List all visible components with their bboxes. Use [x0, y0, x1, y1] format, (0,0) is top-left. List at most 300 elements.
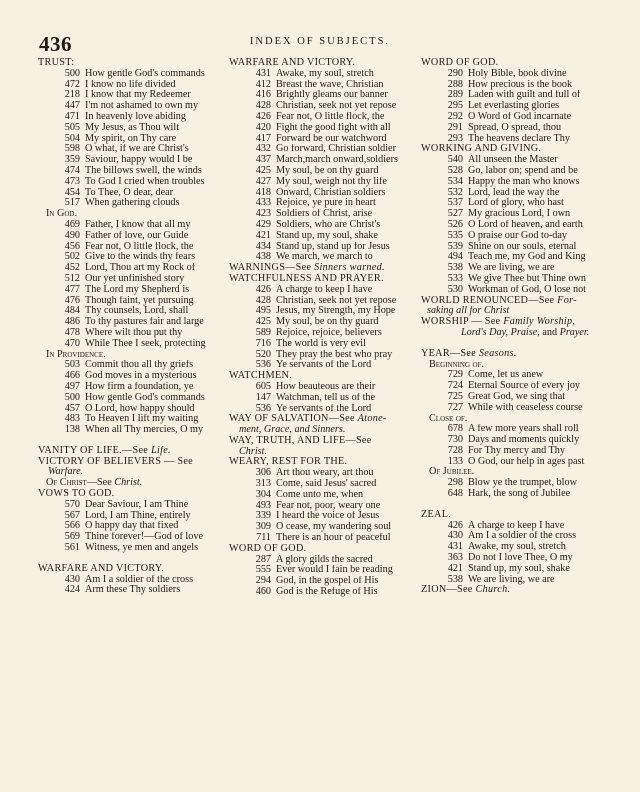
ref-continuation: [421, 328, 611, 339]
hymn-number: 477: [64, 284, 80, 295]
hymn-entry: [229, 404, 415, 415]
hymn-number: 292: [447, 111, 463, 122]
hymn-first-line: Stand up, stand up for Jesus: [276, 241, 390, 252]
hymn-entry: [229, 522, 415, 533]
hymn-entry: [229, 112, 415, 123]
hymn-entry: [38, 414, 224, 425]
hymn-first-line: How firm a foundation, ye: [85, 381, 194, 392]
hymn-entry: [421, 381, 611, 392]
hymn-entry: [421, 392, 611, 403]
hymn-entry: [38, 274, 224, 285]
hymn-first-line: We give Thee but Thine own: [468, 273, 586, 284]
hymn-first-line: O happy day that fixed: [85, 521, 179, 532]
hymn-entry: [38, 360, 224, 371]
hymn-entry: [38, 231, 224, 242]
hymn-first-line: Ye servants of the Lord: [276, 403, 372, 414]
hymn-number: 729: [447, 370, 463, 381]
hymn-entry: [421, 112, 611, 123]
ref-heading: WORLD RENOUNCED: [421, 295, 529, 306]
hymn-first-line: Brightly gleams our banner: [276, 90, 388, 101]
hymn-first-line: O what, if we are Christ's: [85, 144, 189, 155]
hymn-number: 460: [255, 587, 271, 598]
hymn-number: 527: [447, 209, 463, 220]
hymn-number: 304: [255, 489, 271, 500]
hymn-entry: [421, 242, 611, 253]
hymn-first-line: Stand up, my soul, shake: [276, 230, 378, 241]
hymn-number: 147: [255, 392, 271, 403]
hymn-number: 497: [64, 381, 80, 392]
hymn-first-line: Teach me, my God and King: [468, 252, 586, 263]
ref-heading: WARNINGS: [229, 263, 286, 274]
hymn-entry: [38, 306, 224, 317]
hymn-first-line: The Lord my Shepherd is: [85, 284, 190, 295]
hymn-entry: [229, 328, 415, 339]
hymn-entry: [38, 188, 224, 199]
hymn-first-line: Arm these Thy soldiers: [85, 585, 181, 596]
hymn-first-line: Awake, my soul, stretch: [276, 68, 374, 79]
hymn-entry: [38, 500, 224, 511]
ref-target[interactable]: Atone-: [357, 414, 387, 425]
hymn-entry: [421, 101, 611, 112]
hymn-number: 589: [255, 327, 271, 338]
cross-reference: [229, 436, 415, 447]
hymn-first-line: My gracious Lord, I own: [468, 209, 571, 220]
hymn-first-line: How beauteous are their: [276, 381, 376, 392]
subtopic-heading: In Providence.: [46, 349, 106, 360]
hymn-first-line: Lord, lead the way the: [468, 187, 560, 198]
hymn-first-line: Stand up, my soul, shake: [468, 563, 570, 574]
hymn-entry: [38, 144, 224, 155]
hymn-entry: [421, 489, 611, 500]
spacer: [38, 436, 224, 446]
hymn-entry: [229, 134, 415, 145]
hymn-number: 486: [64, 317, 80, 328]
hymn-number: 536: [255, 360, 271, 371]
hymn-entry: [421, 155, 611, 166]
hymn-number: 533: [447, 273, 463, 284]
hymn-entry: [229, 231, 415, 242]
subtopic-heading: Beginning of.: [429, 359, 485, 370]
hymn-first-line: Commit thou all thy griefs: [85, 360, 194, 371]
hymn-number: 416: [255, 90, 271, 101]
hymn-entry: [421, 575, 611, 586]
hymn-number: 425: [255, 317, 271, 328]
hymn-entry: [229, 468, 415, 479]
hymn-entry: [38, 532, 224, 543]
hymn-number: 295: [447, 101, 463, 112]
ref-and: and: [539, 327, 560, 338]
hymn-first-line: Christian, seek not yet repose: [276, 295, 397, 306]
hymn-number: 428: [255, 101, 271, 112]
cross-reference: [229, 414, 415, 425]
hymn-number: 716: [255, 338, 271, 349]
hymn-number: 725: [447, 391, 463, 402]
hymn-number: 359: [64, 155, 80, 166]
hymn-entry: [38, 155, 224, 166]
hymn-number: 466: [64, 371, 80, 382]
hymn-number: 469: [64, 219, 80, 230]
hymn-first-line: How precious is the book: [468, 79, 573, 90]
hymn-number: 434: [255, 241, 271, 252]
hymn-first-line: To Heaven I lift my waiting: [85, 414, 199, 425]
subject-heading: WORD OF GOD.: [421, 58, 499, 68]
hymn-entry: [421, 220, 611, 231]
hymn-entry: [38, 80, 224, 91]
ref-see: —See: [122, 445, 151, 456]
hymn-number: 433: [255, 198, 271, 209]
ref-target[interactable]: Christ.: [114, 478, 143, 489]
hymn-number: 504: [64, 133, 80, 144]
ref-target[interactable]: Family Worship,: [503, 317, 576, 328]
hymn-first-line: A glory gilds the sacred: [276, 554, 373, 565]
hymn-first-line: Art thou weary, art thou: [276, 468, 374, 479]
hymn-entry: [229, 479, 415, 490]
hymn-first-line: Give to the winds thy fears: [85, 252, 196, 263]
ref-continuation: [38, 467, 224, 478]
hymn-entry: [38, 425, 224, 436]
hymn-entry: [421, 252, 611, 263]
hymn-number: 306: [255, 468, 271, 479]
hymn-entry: [421, 553, 611, 564]
ref-target[interactable]: Seasons.: [478, 348, 517, 359]
hymn-entry: [229, 188, 415, 199]
hymn-first-line: Lord, I am Thine, entirely: [85, 510, 191, 521]
hymn-first-line: Rejoice, rejoice, believers: [276, 327, 382, 338]
hymn-number: 288: [447, 79, 463, 90]
hymn-number: 538: [447, 263, 463, 274]
ref-heading: WAY OF SALVATION: [229, 414, 329, 425]
hymn-number: 505: [64, 122, 80, 133]
ref-continuation: [229, 447, 415, 458]
hymn-entry: [38, 521, 224, 532]
hymn-first-line: Go, labor on; spend and be: [468, 165, 578, 176]
ref-target[interactable]: Church.: [475, 585, 511, 596]
hymn-first-line: I heard the voice of Jesus: [276, 511, 380, 522]
ref-see: —See: [328, 414, 358, 425]
hymn-entry: [421, 80, 611, 91]
hymn-first-line: A charge to keep I have: [276, 284, 373, 295]
hymn-entry: [421, 274, 611, 285]
hymn-entry: [229, 350, 415, 361]
hymn-first-line: When gathering clouds: [85, 198, 180, 209]
hymn-first-line: Hark, the song of Jubilee: [468, 489, 571, 500]
subject-heading: WARFARE AND VICTORY.: [38, 563, 165, 574]
hymn-first-line: March,march onward,soldiers: [276, 155, 398, 166]
hymn-first-line: Fear not, O little flock, the: [85, 241, 194, 252]
hymn-first-line: Lord, Thou art my Rock of: [85, 263, 196, 274]
hymn-entry: [38, 339, 224, 350]
hymn-number: 473: [64, 176, 80, 187]
hymn-number: 421: [447, 563, 463, 574]
hymn-number: 512: [64, 273, 80, 284]
hymn-entry: [421, 90, 611, 101]
hymn-number: 502: [64, 252, 80, 263]
subject-heading: VOWS TO GOD.: [38, 489, 115, 500]
hymn-entry: [229, 90, 415, 101]
ref-see: —See: [446, 585, 476, 596]
hymn-entry: [229, 339, 415, 350]
hymn-number: 532: [447, 187, 463, 198]
hymn-entry: [421, 435, 611, 446]
hymn-first-line: God, in the gospel of His: [276, 576, 379, 587]
cross-reference: [229, 263, 415, 274]
hymn-number: 566: [64, 521, 80, 532]
spacer: [421, 500, 611, 510]
hymn-entry: [421, 531, 611, 542]
hymn-first-line: To thy pastures fair and large: [85, 317, 204, 328]
hymn-number: 133: [447, 456, 463, 467]
hymn-number: 294: [255, 576, 271, 587]
hymn-entry: [229, 490, 415, 501]
hymn-number: 495: [255, 306, 271, 317]
hymn-entry: [38, 285, 224, 296]
hymn-entry: [38, 69, 224, 80]
index-column-2: [229, 58, 415, 598]
hymn-entry: [229, 144, 415, 155]
hymn-number: 438: [255, 252, 271, 263]
hymn-number: 138: [64, 425, 80, 436]
hymn-first-line: The billows swell, the winds: [85, 165, 202, 176]
hymn-entry: [229, 576, 415, 587]
hymn-first-line: Soldiers of Christ, arise: [276, 209, 373, 220]
cross-reference: [421, 296, 611, 307]
hymn-first-line: Shine on our souls, eternal: [468, 241, 577, 252]
hymn-first-line: Lord of glory, who hast: [468, 198, 564, 209]
hymn-number: 454: [64, 187, 80, 198]
hymn-entry: [421, 370, 611, 381]
hymn-first-line: We march, we march to: [276, 252, 373, 263]
subject-heading: WATCHFULNESS AND PRAYER.: [229, 273, 384, 284]
ref-target[interactable]: For-: [557, 295, 577, 306]
ref-see: —See: [86, 478, 115, 489]
hymn-number: 472: [64, 79, 80, 90]
hymn-entry: [421, 166, 611, 177]
hymn-entry: [38, 382, 224, 393]
hymn-number: 536: [255, 403, 271, 414]
hymn-number: 421: [255, 230, 271, 241]
ref-see: — See: [468, 317, 504, 328]
hymn-number: 309: [255, 522, 271, 533]
hymn-number: 517: [64, 198, 80, 209]
hymn-entry: [38, 585, 224, 596]
page-number: 436: [39, 32, 72, 56]
hymn-entry: [229, 587, 415, 598]
subject-heading: WATCHMEN.: [229, 371, 292, 382]
hymn-number: 429: [255, 219, 271, 230]
hymn-entry: [229, 123, 415, 134]
hymn-entry: [38, 404, 224, 415]
hymn-entry: [229, 555, 415, 566]
hymn-entry: [421, 134, 611, 145]
hymn-first-line: Come unto me, when: [276, 489, 364, 500]
hymn-number: 711: [256, 533, 271, 544]
hymn-number: 598: [64, 144, 80, 155]
hymn-first-line: O God, our help in ages past: [468, 456, 585, 467]
ref-heading: VICTORY OF BELIEVERS: [38, 456, 162, 467]
hymn-first-line: Thy counsels, Lord, shall: [85, 306, 189, 317]
ref-see: —See: [528, 295, 558, 306]
hymn-first-line: Fear not, O little flock, the: [276, 111, 385, 122]
subtopic-heading: In God.: [46, 209, 78, 220]
hymn-number: 476: [64, 295, 80, 306]
hymn-number: 490: [64, 230, 80, 241]
hymn-entry: [229, 382, 415, 393]
hymn-entry: [421, 198, 611, 209]
ref-label: Of Christ: [46, 478, 87, 489]
hymn-entry: [229, 565, 415, 576]
hymn-first-line: Workman of God, O lose not: [468, 284, 587, 295]
hymn-entry: [229, 317, 415, 328]
hymn-entry: [38, 101, 224, 112]
hymn-number: 567: [64, 510, 80, 521]
hymn-number: 500: [64, 392, 80, 403]
ref-target[interactable]: ment, Grace, and Sinners.: [239, 425, 346, 436]
hymn-entry: [421, 285, 611, 296]
hymn-first-line: Ever would I fain be reading: [276, 565, 393, 576]
hymn-first-line: Christian, seek not yet repose: [276, 101, 397, 112]
hymn-first-line: Great God, we sing that: [468, 391, 566, 402]
hymn-number: 431: [447, 542, 463, 553]
ref-continuation: [421, 306, 611, 317]
hymn-number: 528: [447, 165, 463, 176]
hymn-number: 478: [64, 327, 80, 338]
hymn-entry: [38, 317, 224, 328]
hymn-first-line: Though faint, yet pursuing: [85, 295, 194, 306]
hymn-number: 678: [447, 424, 463, 435]
hymn-entry: [421, 263, 611, 274]
hymn-entry: [38, 242, 224, 253]
hymn-number: 555: [255, 565, 271, 576]
ref-heading: ZION: [421, 585, 447, 596]
sub-cross-reference: [38, 478, 224, 489]
hymn-number: 561: [64, 543, 80, 554]
hymn-number: 648: [447, 489, 463, 500]
hymn-number: 570: [64, 499, 80, 510]
hymn-number: 730: [447, 435, 463, 446]
hymn-entry: [38, 371, 224, 382]
hymn-entry: [421, 564, 611, 575]
hymn-entry: [421, 123, 611, 134]
cross-reference: [38, 446, 224, 457]
hymn-entry: [421, 177, 611, 188]
hymn-first-line: To Thee, O dear, dear: [85, 187, 174, 198]
hymn-entry: [38, 296, 224, 307]
hymn-number: 291: [447, 122, 463, 133]
cross-reference: [421, 317, 611, 328]
hymn-number: 471: [64, 111, 80, 122]
hymn-number: 430: [447, 531, 463, 542]
hymn-first-line: There is an hour of peaceful: [276, 533, 391, 544]
ref-target[interactable]: Prayer.: [559, 327, 590, 338]
hymn-first-line: Laden with guilt and full of: [468, 90, 581, 101]
hymn-entry: [421, 424, 611, 435]
hymn-entry: [229, 285, 415, 296]
hymn-number: 417: [255, 133, 271, 144]
hymn-first-line: I know no life divided: [85, 79, 176, 90]
hymn-number: 423: [255, 209, 271, 220]
ref-target[interactable]: saking all for Christ: [427, 306, 510, 317]
ref-continuation: [229, 425, 415, 436]
hymn-first-line: How gentle God's commands: [85, 68, 205, 79]
hymn-entry: [229, 155, 415, 166]
hymn-entry: [38, 328, 224, 339]
hymn-entry: [229, 501, 415, 512]
spacer: [38, 554, 224, 564]
hymn-first-line: Our yet unfinished story: [85, 273, 185, 284]
hymn-number: 452: [64, 263, 80, 274]
hymn-first-line: Blow ye the trumpet, blow: [468, 478, 577, 489]
hymn-first-line: In heavenly love abiding: [85, 111, 186, 122]
hymn-number: 426: [255, 111, 271, 122]
hymn-number: 426: [255, 284, 271, 295]
hymn-first-line: Watchman, tell us of the: [276, 392, 376, 403]
subject-heading: WORKING AND GIVING.: [421, 144, 542, 155]
hymn-number: 503: [64, 360, 80, 371]
hymn-number: 457: [64, 403, 80, 414]
hymn-number: 724: [447, 381, 463, 392]
hymn-first-line: Let everlasting glories: [468, 101, 560, 112]
subject-heading: TRUST:: [38, 58, 75, 68]
hymn-number: 470: [64, 338, 80, 349]
hymn-number: 298: [447, 478, 463, 489]
ref-target[interactable]: Lord's Day, Praise,: [461, 327, 540, 338]
hymn-entry: [421, 231, 611, 242]
hymn-number: 569: [64, 532, 80, 543]
hymn-entry: [38, 177, 224, 188]
hymn-first-line: Witness, ye men and angels: [85, 543, 199, 554]
hymn-first-line: We are living, we are: [468, 574, 555, 585]
ref-target[interactable]: Warfare.: [48, 467, 84, 478]
hymn-entry: [421, 403, 611, 414]
hymn-number: 500: [64, 68, 80, 79]
hymn-number: 287: [255, 554, 271, 565]
hymn-first-line: My Jesus, as Thou wilt: [85, 122, 180, 133]
hymn-first-line: O Lord, how happy should: [85, 403, 195, 414]
ref-target[interactable]: Life.: [150, 445, 171, 456]
ref-see: —See: [345, 435, 372, 446]
hymn-number: 540: [447, 155, 463, 166]
hymn-entry: [38, 393, 224, 404]
hymn-number: 412: [255, 79, 271, 90]
hymn-number: 425: [255, 165, 271, 176]
hymn-entry: [421, 69, 611, 80]
subtopic-heading: Of Jubilee.: [429, 467, 475, 478]
hymn-first-line: Where wilt thou put thy: [85, 327, 183, 338]
hymn-first-line: Father, I know that all my: [85, 219, 191, 230]
ref-target[interactable]: Christ.: [239, 446, 268, 457]
hymn-first-line: Ye servants of the Lord: [276, 360, 372, 371]
hymn-entry: [229, 69, 415, 80]
hymn-number: 605: [255, 381, 271, 392]
index-column-3: [421, 58, 611, 596]
hymn-first-line: Go forward, Christian soldier: [276, 144, 396, 155]
ref-target[interactable]: Sinners warned.: [314, 263, 385, 274]
hymn-entry: [229, 166, 415, 177]
hymn-number: 437: [255, 155, 271, 166]
hymn-first-line: O cease, my wandering soul: [276, 522, 392, 533]
hymn-first-line: We are living, we are: [468, 263, 555, 274]
hymn-first-line: They pray the best who pray: [276, 349, 393, 360]
hymn-number: 538: [447, 574, 463, 585]
hymn-entry: [38, 220, 224, 231]
hymn-first-line: O Lord of heaven, and earth: [468, 219, 583, 230]
hymn-first-line: Eternal Source of every joy: [468, 381, 581, 392]
hymn-entry: [38, 112, 224, 123]
hymn-number: 537: [447, 198, 463, 209]
hymn-number: 520: [255, 349, 271, 360]
hymn-first-line: Am I a soldier of the cross: [468, 531, 577, 542]
hymn-number: 432: [255, 144, 271, 155]
